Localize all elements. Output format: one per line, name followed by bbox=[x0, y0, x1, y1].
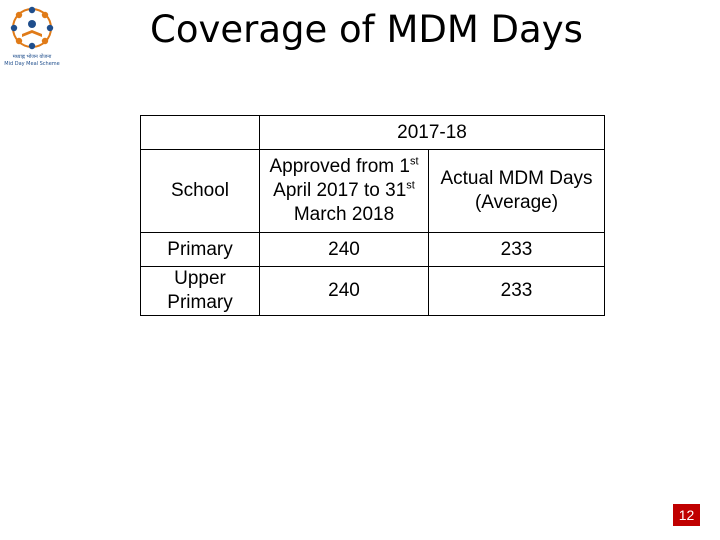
empty-corner-cell bbox=[141, 116, 260, 150]
year-header: 2017-18 bbox=[260, 116, 605, 150]
actual-days-header bbox=[429, 150, 605, 233]
mdm-logo-icon bbox=[4, 4, 60, 70]
page-title: Coverage of MDM Days bbox=[150, 8, 583, 51]
approved-header-line1: Approved from 1 bbox=[269, 156, 410, 177]
actual-cell: 233 bbox=[429, 233, 605, 267]
approved-header-sup2: st bbox=[406, 179, 415, 192]
approved-cell: 240 bbox=[260, 267, 429, 316]
actual-header-line2: (Average) bbox=[474, 192, 559, 213]
school-cell-line2: Primary bbox=[167, 292, 233, 313]
logo-caption-line2: Mid Day Meal Scheme bbox=[4, 61, 60, 67]
table-row-headers bbox=[141, 150, 605, 233]
school-header: School bbox=[141, 150, 260, 233]
table-row bbox=[141, 267, 605, 316]
table-row bbox=[141, 233, 605, 267]
page-number-badge: 12 bbox=[673, 504, 700, 526]
approved-header-line2: April 2017 to 31 bbox=[273, 180, 407, 201]
approved-header-sup1: st bbox=[409, 155, 419, 168]
approved-days-header bbox=[260, 150, 429, 233]
table-row-year bbox=[141, 116, 605, 150]
mdm-coverage-table bbox=[140, 115, 605, 316]
approved-header-line3: March 2018 bbox=[293, 204, 395, 225]
mdm-logo bbox=[4, 4, 60, 70]
actual-cell: 233 bbox=[429, 267, 605, 316]
school-cell bbox=[141, 267, 260, 316]
approved-cell: 240 bbox=[260, 233, 429, 267]
logo-caption-line1: मध्याह्न भोजन योजना bbox=[12, 54, 52, 60]
actual-header-line1: Actual MDM Days bbox=[440, 168, 593, 189]
school-cell: Primary bbox=[141, 233, 260, 267]
school-cell-line1: Upper bbox=[174, 268, 226, 289]
